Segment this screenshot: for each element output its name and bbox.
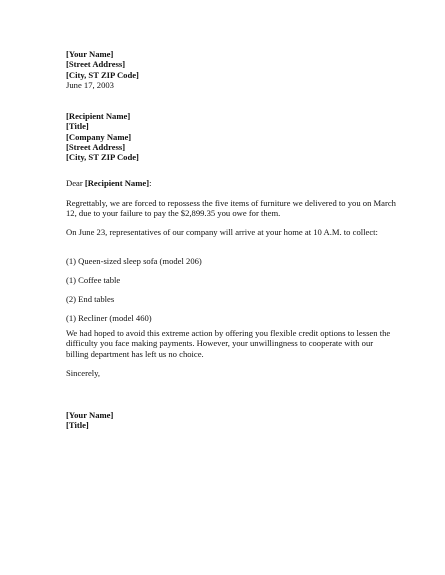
signature-block xyxy=(66,410,396,431)
body-paragraph-3: We had hoped to avoid this extreme action by offering you flexible credit options to lessen the difficulty you face making payments. However, your unwillingness to cooperate with our billing department has left us no choice. xyxy=(66,328,391,359)
salutation-suffix: : xyxy=(149,178,152,188)
recipient-block xyxy=(66,111,396,162)
recipient-street-address: [Street Address] xyxy=(66,141,126,152)
body-paragraph-2: On June 23, representatives of our company will arrive at your home at 10 A.M. to collect: xyxy=(66,227,378,237)
list-item: (1) Queen-sized sleep sofa (model 206) xyxy=(66,256,202,266)
sender-block xyxy=(66,49,396,90)
recipient-city-state-zip: [City, ST ZIP Code] xyxy=(66,152,139,163)
letter-date: June 17, 2003 xyxy=(66,79,114,90)
list-item: (1) Coffee table xyxy=(66,275,121,285)
signature-name: [Your Name] xyxy=(66,410,114,420)
salutation xyxy=(66,178,396,188)
sender-street-address: [Street Address] xyxy=(66,59,126,70)
salutation-recipient-name: [Recipient Name] xyxy=(84,178,150,188)
closing: Sincerely, xyxy=(66,368,101,378)
body-paragraph-1: Regrettably, we are forced to repossess the five items of furniture we delivered to you on March 12, due to your failure to pay the $2,899.35 you owe for them. xyxy=(66,198,396,219)
recipient-name: [Recipient Name] xyxy=(66,111,131,121)
sender-city-state-zip: [City, ST ZIP Code] xyxy=(66,69,139,80)
signature-title: [Title] xyxy=(66,420,89,431)
recipient-title: [Title] xyxy=(66,121,89,132)
salutation-prefix: Dear xyxy=(66,178,85,188)
recipient-company: [Company Name] xyxy=(66,131,132,142)
sender-name: [Your Name] xyxy=(66,49,114,59)
list-item: (2) End tables xyxy=(66,294,115,304)
list-item: (1) Recliner (model 460) xyxy=(66,313,152,323)
